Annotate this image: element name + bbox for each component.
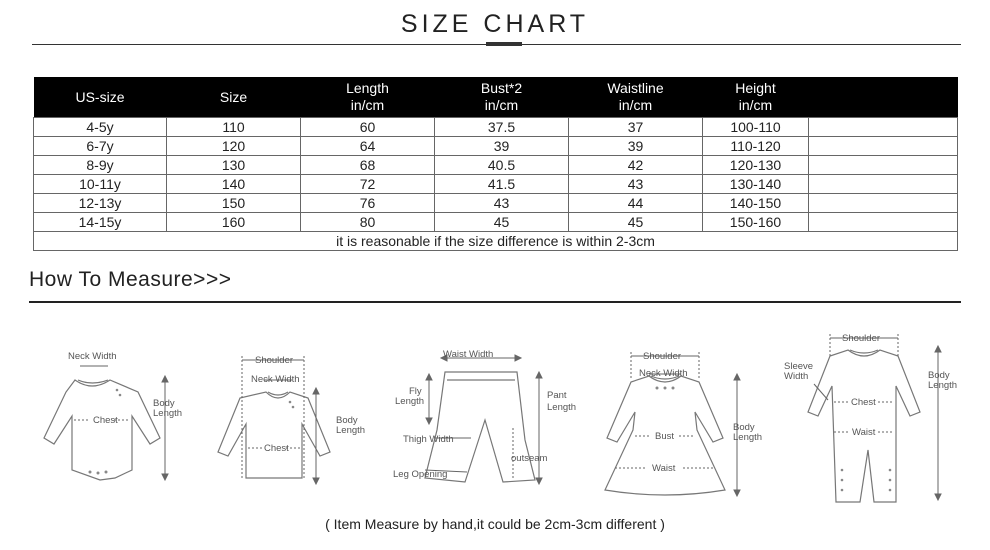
cell-blank (809, 137, 958, 156)
label-fly-length-1: Fly (409, 386, 422, 397)
cell-height: 110-120 (703, 137, 809, 156)
cell-us-size: 6-7y (34, 137, 167, 156)
cell-bust: 39 (435, 137, 569, 156)
label-body-length-2: Length (153, 408, 183, 419)
cell-blank (809, 156, 958, 175)
col-header-waistline: Waistline in/cm (569, 77, 703, 118)
label-shoulder: Shoulder (842, 333, 881, 344)
title-divider-accent (486, 42, 522, 46)
cell-us-size: 14-15y (34, 213, 167, 232)
label-sleeve-width-2: Width (784, 371, 809, 382)
table-row (34, 137, 958, 156)
table-row (34, 175, 958, 194)
table-row (34, 156, 958, 175)
col-header-blank (809, 77, 958, 118)
label-chest: Chest (264, 443, 289, 454)
heading-divider (29, 301, 961, 303)
table-note-row (34, 232, 958, 251)
cell-blank (809, 175, 958, 194)
label-shoulder: Shoulder (643, 351, 682, 362)
cell-bust: 41.5 (435, 175, 569, 194)
label-body-length-1: Body (153, 398, 175, 409)
col-header-height: Height in/cm (703, 77, 809, 118)
tshirt-diagram (198, 320, 383, 510)
dress-diagram (585, 320, 775, 510)
cell-size: 120 (167, 137, 301, 156)
table-row (34, 194, 958, 213)
table-row (34, 118, 958, 137)
table-row (34, 213, 958, 232)
how-to-measure-heading: How To Measure>>> (29, 268, 232, 291)
label-chest: Chest (851, 397, 876, 408)
label-neck-width: Neck Width (68, 351, 117, 362)
cell-waistline: 37 (569, 118, 703, 137)
cell-height: 120-130 (703, 156, 809, 175)
cell-waistline: 39 (569, 137, 703, 156)
table-note: it is reasonable if the size difference is within 2-3cm (34, 232, 958, 251)
romper-drawing (778, 320, 968, 510)
label-neck-width: Neck Width (251, 374, 300, 385)
pants-drawing (385, 320, 585, 510)
cell-blank (809, 118, 958, 137)
label-waist: Waist (652, 463, 676, 474)
label-thigh-width: Thigh Width (403, 434, 454, 445)
cell-waistline: 42 (569, 156, 703, 175)
cell-length: 64 (301, 137, 435, 156)
tshirt-drawing (198, 320, 383, 510)
cell-waistline: 43 (569, 175, 703, 194)
table-header-row (34, 77, 958, 118)
cell-size: 110 (167, 118, 301, 137)
cell-height: 140-150 (703, 194, 809, 213)
label-body-length-1: Body (733, 422, 755, 433)
cell-bust: 37.5 (435, 118, 569, 137)
dress-drawing (585, 320, 775, 510)
col-header-size: Size (167, 77, 301, 118)
label-leg-opening: Leg Opening (393, 469, 448, 480)
label-body-length-1: Body (928, 370, 950, 381)
label-body-length-1: Body (336, 415, 358, 426)
label-pant-length-2: Length (547, 402, 577, 413)
label-fly-length-2: Length (395, 396, 425, 407)
cell-length: 80 (301, 213, 435, 232)
cell-waistline: 44 (569, 194, 703, 213)
cell-blank (809, 194, 958, 213)
col-header-us-size: US-size (34, 77, 167, 118)
label-neck-width: Neck Width (639, 368, 688, 379)
romper-diagram (778, 320, 968, 510)
pants-diagram (385, 320, 585, 510)
cell-length: 72 (301, 175, 435, 194)
cell-waistline: 45 (569, 213, 703, 232)
label-chest: Chest (93, 415, 118, 426)
cell-us-size: 8-9y (34, 156, 167, 175)
cell-length: 60 (301, 118, 435, 137)
cell-size: 160 (167, 213, 301, 232)
cell-us-size: 4-5y (34, 118, 167, 137)
cell-length: 68 (301, 156, 435, 175)
cell-bust: 43 (435, 194, 569, 213)
label-sleeve-width-1: Sleeve (784, 361, 814, 372)
measurement-footnote: ( Item Measure by hand,it could be 2cm-3cm different ) (325, 516, 665, 532)
bodysuit-drawing (20, 320, 190, 510)
col-header-bust: Bust*2 in/cm (435, 77, 569, 118)
label-shoulder: Shoulder (255, 355, 294, 366)
cell-us-size: 10-11y (34, 175, 167, 194)
bodysuit-diagram (20, 320, 190, 510)
cell-bust: 45 (435, 213, 569, 232)
label-bust: Bust (655, 431, 675, 442)
size-table (33, 77, 958, 251)
cell-size: 140 (167, 175, 301, 194)
cell-height: 130-140 (703, 175, 809, 194)
cell-blank (809, 213, 958, 232)
label-waist-width: Waist Width (443, 349, 494, 360)
cell-size: 150 (167, 194, 301, 213)
cell-height: 150-160 (703, 213, 809, 232)
label-body-length-2: Length (733, 432, 763, 443)
cell-us-size: 12-13y (34, 194, 167, 213)
cell-size: 130 (167, 156, 301, 175)
label-body-length-2: Length (336, 425, 366, 436)
label-body-length-2: Length (928, 380, 958, 391)
label-waist: Waist (852, 427, 876, 438)
page-title: SIZE CHART (400, 10, 590, 38)
label-pant-length-1: Pant (547, 390, 567, 401)
label-outseam: outseam (511, 453, 548, 464)
col-header-length: Length in/cm (301, 77, 435, 118)
cell-bust: 40.5 (435, 156, 569, 175)
cell-length: 76 (301, 194, 435, 213)
cell-height: 100-110 (703, 118, 809, 137)
